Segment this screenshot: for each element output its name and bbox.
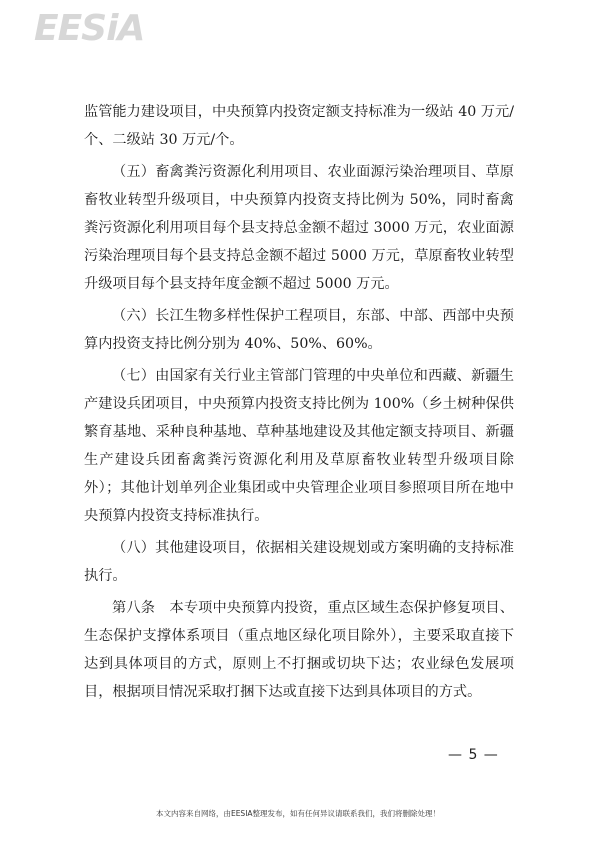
paragraph-item-7: （七）由国家有关行业主管部门管理的中央单位和西藏、新疆生产建设兵团项目，中央预算内投资支持比例为 100%（乡土树种保供繁育基地、采种良种基地、草种基地建设及其他定额支持项目、新疆生产建设兵团畜禽粪污资源化利用及草原畜牧业转型升级项目除外）；其他计划单列企业集团或中央管理企业项目参照项目所在地中央预算内投资支持标准执行。 — [84, 368, 514, 524]
page-number: — 5 — — [448, 747, 499, 763]
document-body — [84, 98, 514, 710]
paragraph-item-8: （八）其他建设项目，依据相关建设规划或方案明确的支持标准执行。 — [84, 540, 514, 584]
paragraph-item-5: （五）畜禽粪污资源化利用项目、农业面源污染治理项目、草原畜牧业转型升级项目，中央预算内投资支持比例为 50%，同时畜禽粪污资源化利用项目每个县支持总金额不超过 3000 万元，农业面源污染治理项目每个县支持总金额不超过 5000 万元，草原畜牧业转型升级项目每个县支持年度金额不超过 5000 万元。 — [84, 164, 514, 292]
eesia-logo: EESiA — [34, 8, 145, 49]
paragraph-item-6: （六）长江生物多样性保护工程项目，东部、中部、西部中央预算内投资支持比例分别为 40%、50%、60%。 — [84, 308, 514, 352]
paragraph-article-8: 第八条 本专项中央预算内投资，重点区域生态保护修复项目、生态保护支撑体系项目（重点地区绿化项目除外），主要采取直接下达到具体项目的方式，原则上不打捆或切块下达；农业绿色发展项目，根据项目情况采取打捆下达或直接下达到具体项目的方式。 — [84, 600, 514, 700]
footer-disclaimer: 本文内容来自网络，由EESIA整理发布，如有任何异议请联系我们，我们将删除处理！ — [155, 809, 441, 818]
paragraph-continuation: 监管能力建设项目，中央预算内投资定额支持标准为一级站 40 万元/个、二级站 30 万元/个。 — [84, 104, 514, 148]
